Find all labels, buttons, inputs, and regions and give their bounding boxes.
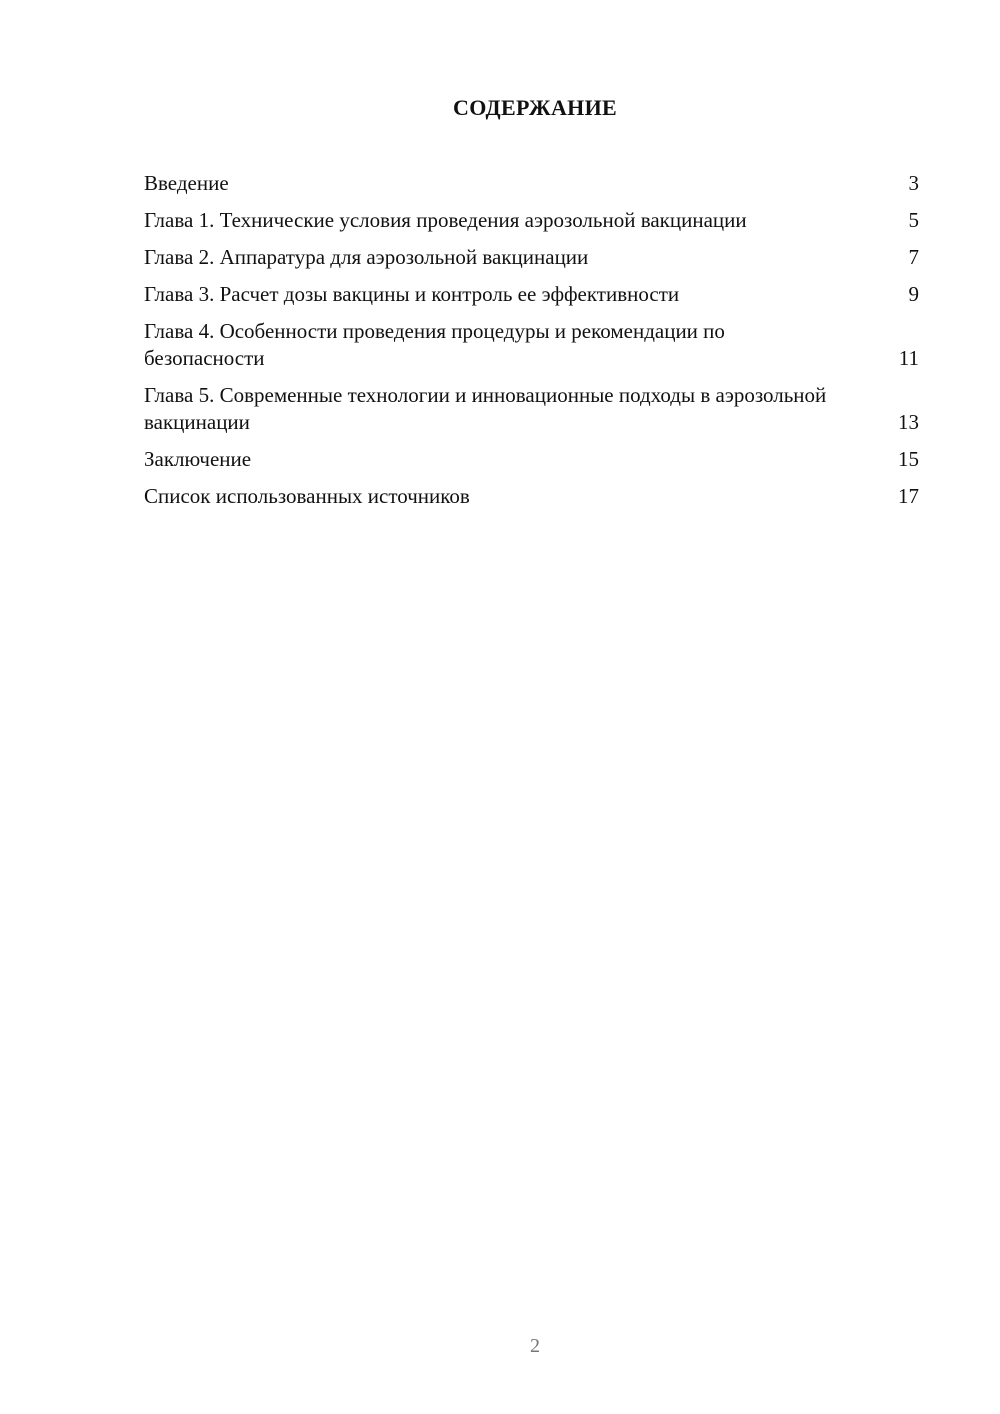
toc-entry-page: 13 xyxy=(898,410,919,434)
toc-entry-title: Глава 2. Аппаратура для аэрозольной вакцинации xyxy=(144,245,589,269)
toc-entry-chapter-4 xyxy=(144,318,919,372)
toc-entry-chapter-5 xyxy=(144,382,919,436)
toc-entry-references xyxy=(144,483,919,510)
toc-entry-chapter-3 xyxy=(144,281,919,308)
toc-entry-page: 7 xyxy=(908,245,919,269)
page-title: СОДЕРЖАНИЕ xyxy=(453,95,617,120)
toc-entry-title: Глава 1. Технические условия проведения аэрозольной вакцинации xyxy=(144,208,747,232)
toc-entry-title: Глава 5. Современные технологии и инновационные подходы в аэрозольной вакцинации xyxy=(144,383,827,434)
page-number: 2 xyxy=(530,1335,540,1357)
toc-entry-page: 5 xyxy=(908,208,919,232)
toc-entry-title: Глава 4. Особенности проведения процедуры и рекомендации по безопасности xyxy=(144,319,725,370)
toc-entry-title: Введение xyxy=(144,171,229,195)
table-of-contents xyxy=(144,170,919,520)
toc-entry-chapter-2 xyxy=(144,244,919,271)
toc-entry-page: 15 xyxy=(898,447,919,471)
toc-entry-conclusion xyxy=(144,446,919,473)
toc-entry-title: Список использованных источников xyxy=(144,484,470,508)
toc-entry-chapter-1 xyxy=(144,207,919,234)
toc-entry-title: Заключение xyxy=(144,447,252,471)
toc-entry-title: Глава 3. Расчет дозы вакцины и контроль ее эффективности xyxy=(144,282,680,306)
toc-entry-page: 11 xyxy=(898,346,919,370)
toc-entry-page: 9 xyxy=(908,282,919,306)
toc-entry-page: 17 xyxy=(898,484,919,508)
toc-entry-introduction xyxy=(144,170,919,197)
toc-entry-page: 3 xyxy=(908,171,919,195)
